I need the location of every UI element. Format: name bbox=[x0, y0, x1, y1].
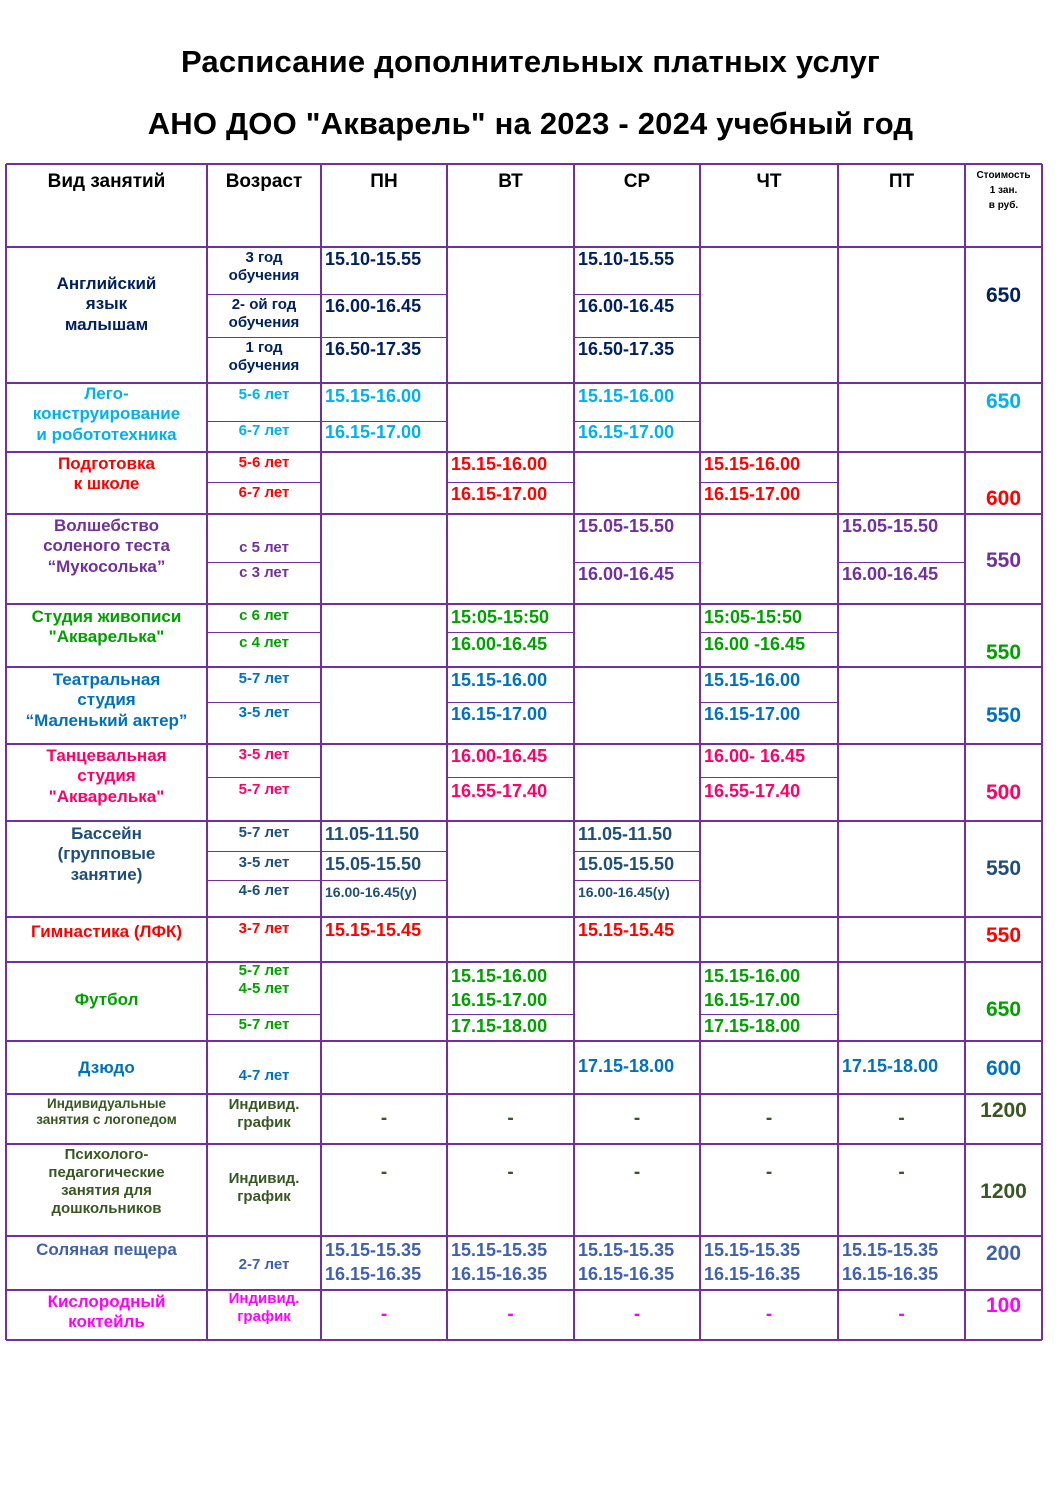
age-salt-dough: с 3 лет bbox=[239, 564, 289, 581]
time-painting-tue: 15:05-15:50 bbox=[451, 607, 550, 627]
price-theatre: 550 bbox=[985, 704, 1022, 727]
price-gymnastics: 550 bbox=[985, 924, 1022, 947]
time-football-tue: 17.15-18.00 bbox=[451, 1016, 548, 1036]
table-border bbox=[207, 880, 321, 881]
time-english-mon: 15.10-15.55 bbox=[325, 249, 422, 269]
table-border bbox=[321, 880, 447, 881]
time-dance-thu: 16.55-17.40 bbox=[704, 781, 801, 801]
price-school-prep: 600 bbox=[985, 487, 1022, 510]
age-salt-dough: с 5 лет bbox=[239, 539, 289, 556]
dash-oxygen-fri: - bbox=[898, 1304, 905, 1325]
activity-gymnastics: Гимнастика (ЛФК) bbox=[30, 922, 183, 941]
table-border bbox=[207, 702, 321, 703]
table-border bbox=[447, 1014, 574, 1015]
age-judo: 4-7 лет bbox=[238, 1067, 290, 1084]
table-border bbox=[6, 451, 1042, 453]
header-wed: СР bbox=[623, 171, 651, 192]
price-psych: 1200 bbox=[980, 1180, 1027, 1203]
table-border bbox=[6, 1289, 1042, 1291]
header-tue: ВТ bbox=[498, 171, 523, 192]
table-border bbox=[574, 337, 700, 338]
time-dance-thu: 16.00- 16.45 bbox=[704, 746, 806, 766]
age-school-prep: 6-7 лет bbox=[238, 484, 290, 501]
table-border bbox=[574, 880, 700, 881]
activity-oxygen: Кислородный коктейль bbox=[47, 1292, 166, 1332]
activity-salt-dough: Волшебство соленого теста “Мукосолька” bbox=[43, 516, 170, 576]
table-border bbox=[321, 337, 447, 338]
header-age: Возраст bbox=[225, 171, 303, 192]
header-price: Стоимость 1 зан. в руб. bbox=[976, 170, 1031, 211]
time-painting-thu: 16.00 -16.45 bbox=[704, 634, 806, 654]
dash-psych-wed: - bbox=[633, 1162, 641, 1183]
price-salt-cave: 200 bbox=[985, 1242, 1022, 1265]
time-theatre-thu: 15.15-16.00 bbox=[704, 670, 801, 690]
page-title: Расписание дополнительных платных услуг bbox=[180, 44, 881, 79]
header-mon: ПН bbox=[370, 171, 398, 192]
table-border bbox=[321, 294, 447, 295]
table-border bbox=[447, 777, 574, 778]
table-border bbox=[6, 163, 1042, 165]
table-border bbox=[447, 632, 574, 633]
time-salt-dough-wed: 16.00-16.45 bbox=[578, 564, 675, 584]
table-border bbox=[6, 743, 1042, 745]
dash-speech-fri: - bbox=[898, 1108, 905, 1129]
activity-english: Английский язык малышам bbox=[56, 274, 157, 334]
age-gymnastics: 3-7 лет bbox=[238, 920, 290, 937]
dash-oxygen-thu: - bbox=[765, 1304, 773, 1325]
table-border bbox=[574, 851, 700, 852]
table-border bbox=[838, 562, 965, 563]
time-painting-thu: 15:05-15:50 bbox=[704, 607, 803, 627]
time-gymnastics-wed: 15.15-15.45 bbox=[578, 920, 675, 940]
dash-speech-wed: - bbox=[633, 1108, 641, 1129]
age-football: 5-7 лет 4-5 лет bbox=[238, 962, 290, 997]
table-border bbox=[6, 1235, 1042, 1237]
activity-judo: Дзюдо bbox=[78, 1058, 135, 1077]
time-english-mon: 16.50-17.35 bbox=[325, 339, 422, 359]
time-salt-dough-fri: 16.00-16.45 bbox=[842, 564, 939, 584]
table-border bbox=[6, 1143, 1042, 1145]
table-border bbox=[6, 246, 1042, 248]
table-border bbox=[207, 482, 321, 483]
time-painting-tue: 16.00-16.45 bbox=[451, 634, 548, 654]
age-school-prep: 5-6 лет bbox=[238, 454, 290, 471]
table-border bbox=[207, 294, 321, 295]
dash-speech-tue: - bbox=[507, 1108, 514, 1129]
time-school-prep-tue: 16.15-17.00 bbox=[451, 484, 548, 504]
table-border bbox=[321, 851, 447, 852]
table-border bbox=[207, 632, 321, 633]
age-painting: с 6 лет bbox=[239, 607, 289, 624]
price-painting: 550 bbox=[985, 641, 1022, 664]
price-football: 650 bbox=[985, 998, 1022, 1021]
age-lego: 5-6 лет bbox=[238, 386, 290, 403]
age-theatre: 3-5 лет bbox=[238, 704, 290, 721]
time-football-tue: 15.15-16.00 16.15-17.00 bbox=[451, 966, 548, 1011]
age-oxygen: Индивид. график bbox=[228, 1290, 300, 1325]
time-judo-wed: 17.15-18.00 bbox=[578, 1056, 675, 1076]
activity-theatre: Театральная студия “Маленький актер” bbox=[25, 670, 188, 730]
time-salt-cave-mon: 15.15-15.35 16.15-16.35 bbox=[325, 1240, 422, 1285]
age-salt-cave: 2-7 лет bbox=[238, 1256, 290, 1273]
price-salt-dough: 550 bbox=[985, 549, 1022, 572]
time-theatre-tue: 16.15-17.00 bbox=[451, 704, 548, 724]
age-psych: Индивид. график bbox=[228, 1170, 300, 1205]
table-border bbox=[447, 482, 574, 483]
age-english: 1 год обучения bbox=[228, 339, 300, 374]
time-english-wed: 16.50-17.35 bbox=[578, 339, 675, 359]
table-border bbox=[207, 851, 321, 852]
table-border bbox=[1041, 164, 1043, 1340]
table-border bbox=[574, 294, 700, 295]
time-judo-fri: 17.15-18.00 bbox=[842, 1056, 939, 1076]
dash-speech-mon: - bbox=[380, 1108, 388, 1129]
age-lego: 6-7 лет bbox=[238, 422, 290, 439]
time-theatre-thu: 16.15-17.00 bbox=[704, 704, 801, 724]
dash-psych-mon: - bbox=[380, 1162, 388, 1183]
table-border bbox=[700, 1014, 838, 1015]
age-dance: 3-5 лет bbox=[238, 746, 290, 763]
time-lego-wed: 16.15-17.00 bbox=[578, 422, 675, 442]
age-english: 2- ой год обучения bbox=[228, 296, 300, 331]
table-border bbox=[447, 702, 574, 703]
age-football: 5-7 лет bbox=[238, 1016, 290, 1033]
table-border bbox=[6, 603, 1042, 605]
time-school-prep-thu: 15.15-16.00 bbox=[704, 454, 801, 474]
activity-pool: Бассейн (групповые занятие) bbox=[57, 824, 156, 884]
time-theatre-tue: 15.15-16.00 bbox=[451, 670, 548, 690]
time-pool-mon: 15.05-15.50 bbox=[325, 854, 422, 874]
time-english-wed: 16.00-16.45 bbox=[578, 296, 675, 316]
time-pool-wed: 15.05-15.50 bbox=[578, 854, 675, 874]
table-border bbox=[700, 702, 838, 703]
time-lego-wed: 15.15-16.00 bbox=[578, 386, 675, 406]
table-border bbox=[6, 961, 1042, 963]
table-border bbox=[207, 1014, 321, 1015]
table-border bbox=[6, 1040, 1042, 1042]
dash-oxygen-mon: - bbox=[380, 1304, 388, 1325]
time-english-wed: 15.10-15.55 bbox=[578, 249, 675, 269]
time-english-mon: 16.00-16.45 bbox=[325, 296, 422, 316]
dash-oxygen-tue: - bbox=[507, 1304, 514, 1325]
table-border bbox=[700, 777, 838, 778]
time-pool-mon: 11.05-11.50 bbox=[325, 824, 420, 844]
dash-psych-thu: - bbox=[765, 1162, 773, 1183]
header-thu: ЧТ bbox=[756, 171, 782, 192]
activity-psych: Психолого- педагогические занятия для дошкольников bbox=[48, 1146, 165, 1217]
table-border bbox=[700, 482, 838, 483]
activity-lego: Лего- конструирование и робототехника bbox=[32, 384, 181, 444]
table-border bbox=[6, 1339, 1042, 1341]
dash-psych-tue: - bbox=[507, 1162, 514, 1183]
time-salt-cave-fri: 15.15-15.35 16.15-16.35 bbox=[842, 1240, 939, 1285]
time-pool-wed: 11.05-11.50 bbox=[578, 824, 673, 844]
table-border bbox=[700, 632, 838, 633]
time-lego-mon: 16.15-17.00 bbox=[325, 422, 422, 442]
age-speech: Индивид. график bbox=[228, 1096, 300, 1131]
activity-painting: Студия живописи "Акварелька" bbox=[31, 607, 182, 647]
age-pool: 4-6 лет bbox=[238, 882, 290, 899]
dash-psych-fri: - bbox=[898, 1162, 905, 1183]
age-pool: 5-7 лет bbox=[238, 824, 290, 841]
activity-football: Футбол bbox=[74, 990, 139, 1009]
price-pool: 550 bbox=[985, 857, 1022, 880]
price-dance: 500 bbox=[985, 781, 1022, 804]
table-border bbox=[207, 337, 321, 338]
age-painting: с 4 лет bbox=[239, 634, 289, 651]
time-lego-mon: 15.15-16.00 bbox=[325, 386, 422, 406]
price-english: 650 bbox=[985, 284, 1022, 307]
table-border bbox=[6, 666, 1042, 668]
activity-salt-cave: Соляная пещера bbox=[36, 1240, 177, 1259]
table-border bbox=[574, 562, 700, 563]
time-salt-dough-wed: 15.05-15.50 bbox=[578, 516, 675, 536]
time-football-thu: 17.15-18.00 bbox=[704, 1016, 801, 1036]
age-theatre: 5-7 лет bbox=[238, 670, 290, 687]
price-speech: 1200 bbox=[980, 1099, 1027, 1122]
time-salt-cave-tue: 15.15-15.35 16.15-16.35 bbox=[451, 1240, 548, 1285]
table-border bbox=[6, 1093, 1042, 1095]
dash-oxygen-wed: - bbox=[633, 1304, 641, 1325]
age-english: 3 год обучения bbox=[228, 249, 300, 284]
price-oxygen: 100 bbox=[985, 1294, 1022, 1317]
header-activity: Вид занятий bbox=[47, 171, 166, 192]
table-border bbox=[207, 777, 321, 778]
activity-speech: Индивидуальные занятия с логопедом bbox=[36, 1096, 177, 1128]
time-pool-wed: 16.00-16.45(у) bbox=[578, 884, 670, 900]
table-border bbox=[6, 820, 1042, 822]
time-pool-mon: 16.00-16.45(у) bbox=[325, 884, 417, 900]
activity-school-prep: Подготовка к школе bbox=[58, 454, 155, 494]
time-school-prep-thu: 16.15-17.00 bbox=[704, 484, 801, 504]
activity-dance: Танцевальная студия "Акварелька" bbox=[46, 746, 167, 806]
time-salt-cave-wed: 15.15-15.35 16.15-16.35 bbox=[578, 1240, 675, 1285]
dash-speech-thu: - bbox=[765, 1108, 773, 1129]
header-fri: ПТ bbox=[888, 171, 915, 192]
price-lego: 650 bbox=[985, 390, 1022, 413]
time-salt-dough-fri: 15.05-15.50 bbox=[842, 516, 939, 536]
time-football-thu: 15.15-16.00 16.15-17.00 bbox=[704, 966, 801, 1011]
table-border bbox=[6, 513, 1042, 515]
page-subtitle: АНО ДОО "Акварель" на 2023 - 2024 учебный год bbox=[147, 106, 914, 141]
time-school-prep-tue: 15.15-16.00 bbox=[451, 454, 548, 474]
time-dance-tue: 16.00-16.45 bbox=[451, 746, 548, 766]
time-salt-cave-thu: 15.15-15.35 16.15-16.35 bbox=[704, 1240, 801, 1285]
table-border bbox=[6, 916, 1042, 918]
age-dance: 5-7 лет bbox=[238, 781, 290, 798]
table-border bbox=[207, 562, 321, 563]
time-gymnastics-mon: 15.15-15.45 bbox=[325, 920, 422, 940]
price-judo: 600 bbox=[985, 1057, 1022, 1080]
time-dance-tue: 16.55-17.40 bbox=[451, 781, 548, 801]
age-pool: 3-5 лет bbox=[238, 854, 290, 871]
